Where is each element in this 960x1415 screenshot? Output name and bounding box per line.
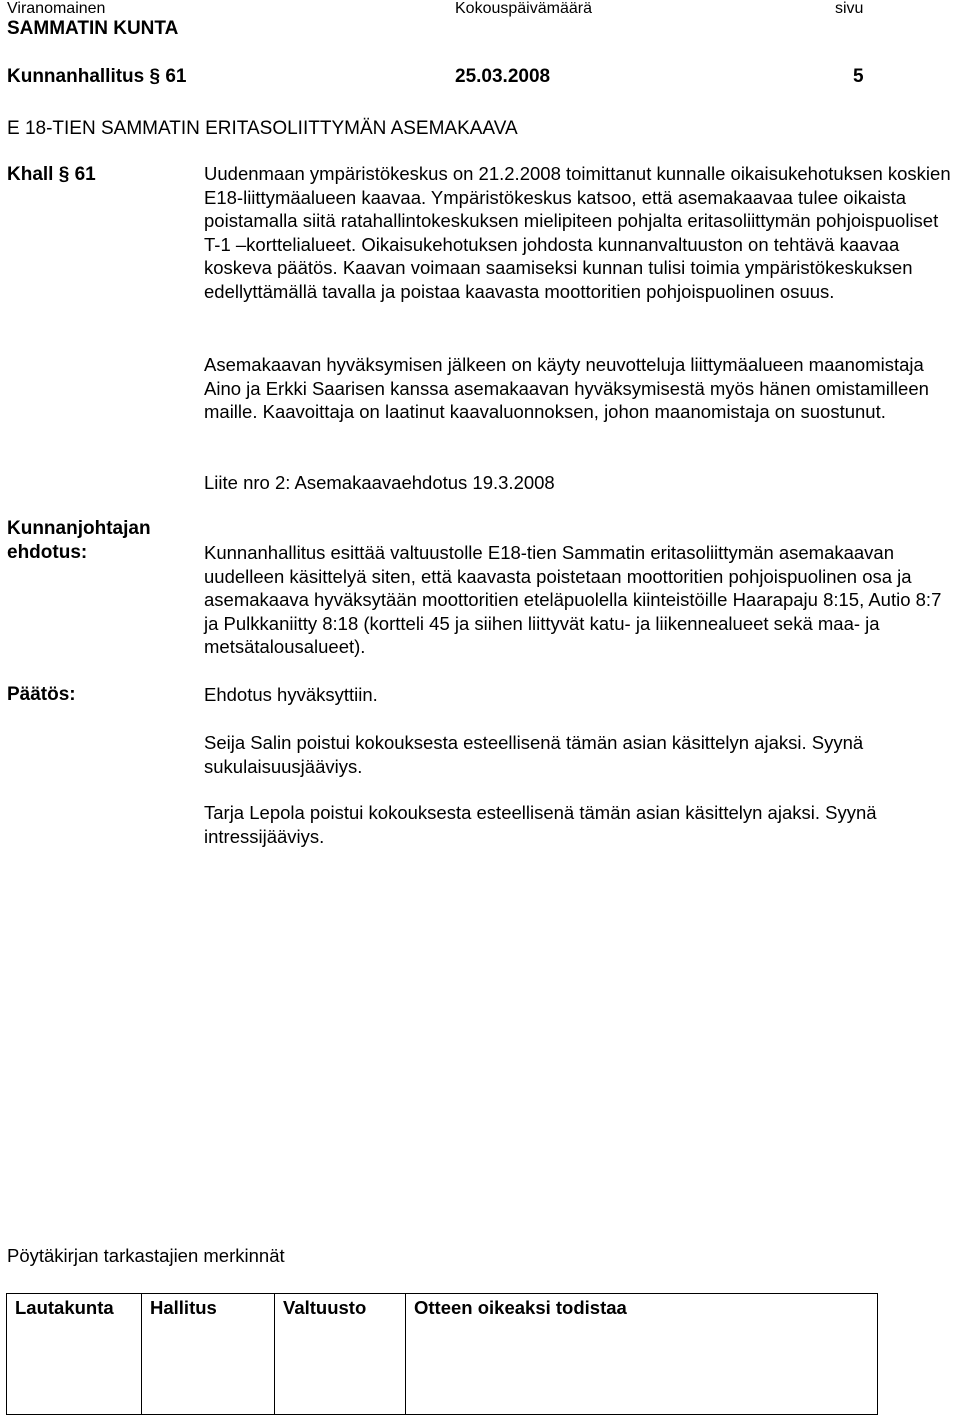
paragraph-2: Asemakaavan hyväksymisen jälkeen on käyty neuvotteluja liittymäalueen maanomistaja Aino ja Erkki Saarisen kanssa asemakaavan hyväksymisestä myös hänen omistamilleen maille. Kaavoittaja on laatinut kaavaluonnoksen, johon maanomistaja on suostunut.	[204, 354, 929, 422]
recusal-note-1	[204, 731, 954, 778]
meeting-body: Kunnanhallitus § 61	[7, 66, 187, 87]
attachment-reference	[204, 471, 954, 495]
proposal-text: Kunnanhallitus esittää valtuustolle E18-tien Sammatin eritasoliittymän asemakaavan uudelleen käsittelyä siten, että kaavasta poistetaan moottoritien pohjoispuolinen osa ja asemakaava hyväksytään moottoritien eteläpuolella kiinteistöille Haarapaju 8:15, Autio 8:7 ja Pulkkaniitty 8:18 (kortteli 45 ja siihen liittyvät katu- ja liikennealueet sekä maa- ja metsätalousalueet).	[204, 542, 942, 657]
signature-cell-board: Lautakunta	[7, 1294, 142, 1415]
page-number: 5	[853, 66, 864, 87]
proposal-text-block	[204, 541, 954, 659]
organization-name: SAMMATIN KUNTA	[7, 18, 179, 39]
decision-section-label: Päätös:	[7, 684, 76, 705]
header-col-authority-label: Viranomainen	[7, 0, 106, 17]
recusal-note-2	[204, 801, 954, 848]
signature-cell-government: Hallitus	[142, 1294, 275, 1415]
document-title: E 18-TIEN SAMMATIN ERITASOLIITTYMÄN ASEMAKAAVA	[7, 118, 518, 139]
paragraph-1: Uudenmaan ympäristökeskus on 21.2.2008 toimittanut kunnalle oikaisukehotuksen koskien E18-liittymäalueen kaavaa. Ympäristökeskus katsoo, että asemakaavaa tulee oikaista poistamalla siitä ratahallintokeskuksen mielipiteen pohjalta eritasoliittymän pohjoispuoliset T-1 –korttelialueet. Oikaisukehotuksen johdosta kunnanvaltuuston on tehtävä kaavaa koskeva päätös. Kaavan voimaan saamiseksi kunnan tulisi toimia ympäristökeskuksen edellyttämällä tavalla ja poistaa kaavasta moottoritien pohjoispuolinen osuus.	[204, 163, 951, 302]
signature-table	[6, 1293, 878, 1415]
recusal-note-1-text: Seija Salin poistui kokouksesta esteellisenä tämän asian käsittelyn ajaksi. Syynä sukulaisuusjääviys.	[204, 732, 864, 777]
signature-cell-certified-copy: Otteen oikeaksi todistaa	[406, 1294, 878, 1415]
meeting-date: 25.03.2008	[455, 66, 551, 87]
decision-text-block	[204, 683, 954, 707]
decision-text: Ehdotus hyväksyttiin.	[204, 684, 378, 705]
khall-section-label: Khall § 61	[7, 164, 96, 185]
header-col-page-label: sivu	[835, 0, 864, 17]
paragraph-negotiations	[204, 353, 954, 424]
header-col-meeting-date-label: Kokouspäivämäärä	[455, 0, 592, 17]
signature-cell-council: Valtuusto	[275, 1294, 406, 1415]
recusal-note-2-text: Tarja Lepola poistui kokouksesta esteellisenä tämän asian käsittelyn ajaksi. Syynä intressijääviys.	[204, 802, 877, 847]
proposal-section-label: Kunnanjohtajan ehdotus:	[7, 518, 151, 563]
paragraph-correction-notice	[204, 162, 954, 303]
attachment-text: Liite nro 2: Asemakaavaehdotus 19.3.2008	[204, 472, 555, 493]
inspectors-notes-label: Pöytäkirjan tarkastajien merkinnät	[7, 1245, 285, 1266]
